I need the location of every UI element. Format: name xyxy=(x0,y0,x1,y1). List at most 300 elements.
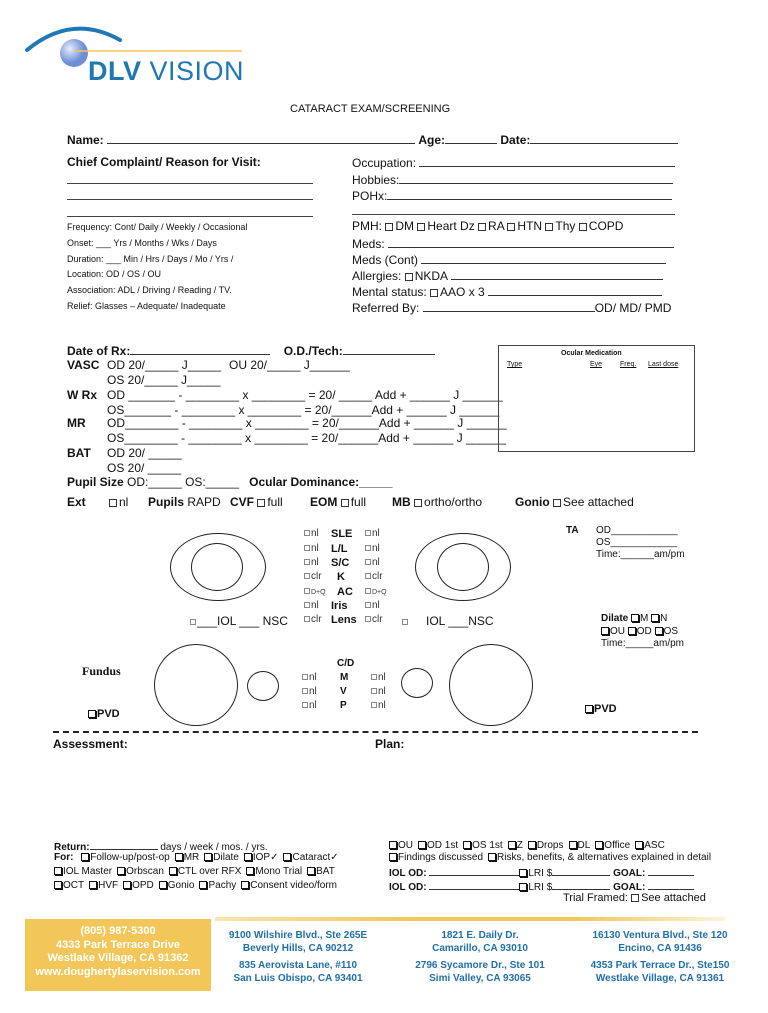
checkbox[interactable] xyxy=(204,853,212,861)
meds-cont-field[interactable] xyxy=(421,252,666,264)
checkbox[interactable] xyxy=(302,688,308,694)
checkbox[interactable] xyxy=(304,530,310,536)
footer-website[interactable]: www.doughertylaservision.com xyxy=(35,965,201,978)
pohx-field[interactable] xyxy=(387,188,672,200)
option-label: DL xyxy=(577,840,591,851)
mr-os-row[interactable]: OS________ - ________ x ________ = 20/______Add + ______ J ______ xyxy=(107,431,507,445)
name-field[interactable] xyxy=(107,132,415,144)
pmh-htn[interactable]: HTN xyxy=(507,219,542,233)
allergies-field[interactable] xyxy=(451,268,663,280)
sle-left-option xyxy=(304,614,322,625)
gonio-checkbox[interactable] xyxy=(553,499,561,507)
option-label: nl xyxy=(372,528,380,539)
checkbox-option[interactable] xyxy=(199,880,236,891)
dilate-row-1: Dilate M N xyxy=(601,613,668,624)
lri-field[interactable] xyxy=(552,880,610,890)
checkbox[interactable] xyxy=(175,853,183,861)
checkbox[interactable] xyxy=(463,841,471,849)
ta-od[interactable]: OD____________ xyxy=(596,525,678,536)
aao-label: AAO x 3 xyxy=(440,285,485,299)
option-label: BAT xyxy=(316,866,335,877)
option-label: Drops xyxy=(536,840,564,851)
location-san-luis-obispo: 835 Aerovista Lane, #110 San Luis Obispo, CA 93401 xyxy=(233,960,363,984)
pmh-label: PMH: xyxy=(352,219,382,233)
option-label: nl xyxy=(309,700,317,711)
option-label: IOP✓ xyxy=(252,852,279,863)
checkbox[interactable] xyxy=(507,223,515,231)
checkbox[interactable] xyxy=(81,853,89,861)
checkbox[interactable] xyxy=(241,881,249,889)
iol-od-label: IOL OD: xyxy=(389,882,427,893)
checkbox[interactable] xyxy=(545,223,553,231)
eom-checkbox[interactable] xyxy=(341,499,349,507)
option-label: OCT xyxy=(63,880,85,891)
ext-label: Ext xyxy=(67,495,86,509)
goal-field[interactable] xyxy=(648,866,694,876)
return-units: days / week / mos. / yrs. xyxy=(160,842,268,853)
nkda-checkbox[interactable] xyxy=(405,273,413,281)
sle-right-option xyxy=(365,614,383,625)
checkbox[interactable] xyxy=(488,853,496,861)
checkbox[interactable] xyxy=(365,573,371,579)
dilate-n-checkbox[interactable] xyxy=(651,614,659,622)
pupil-size-label: Pupil Size xyxy=(67,475,124,489)
checkbox[interactable] xyxy=(304,545,310,551)
option-label: nl xyxy=(378,672,386,683)
checkbox[interactable] xyxy=(89,881,97,889)
location-camarillo: 1821 E. Daily Dr. Camarillo, CA 93010 xyxy=(432,930,528,954)
frequency-text: Frequency: Cont/ Daily / Weekly / Occasional xyxy=(67,222,248,232)
assessment-area[interactable] xyxy=(53,752,363,832)
goal-label: GOAL: xyxy=(613,882,646,893)
right-fundus-diagram[interactable] xyxy=(449,644,533,726)
referred-by-suffix: OD/ MD/ PMD xyxy=(594,301,672,315)
footer-phone[interactable]: (805) 987-5300 xyxy=(80,925,156,937)
checkbox-option[interactable] xyxy=(89,880,118,891)
chief-complaint-label: Chief Complaint/ Reason for Visit: xyxy=(67,155,261,169)
pmh-row xyxy=(352,219,623,233)
option-label: D+Q xyxy=(311,589,326,596)
option-label: Risks, benefits, & alternatives explained in detail xyxy=(497,852,712,863)
trial-framed: Trial Framed: See attached xyxy=(563,892,706,904)
plan-area[interactable] xyxy=(375,752,695,832)
checkbox-option[interactable] xyxy=(389,852,483,863)
sle-right-option xyxy=(365,571,383,582)
wrx-os-row[interactable]: OS_______ - ________ x ________ = 20/______Add + ______ J ______ xyxy=(107,403,500,417)
vasc-os[interactable]: OS 20/_____ J_____ xyxy=(107,373,221,387)
association-text: Association: ADL / Driving / Reading / TV. xyxy=(67,285,232,295)
sle-left-option xyxy=(304,557,319,568)
cvf-label: CVF xyxy=(230,495,254,509)
checkbox-option[interactable] xyxy=(283,852,338,863)
mb-label: MB xyxy=(392,495,411,509)
age-field[interactable] xyxy=(445,132,497,144)
ocular-medication-title: Ocular Medication xyxy=(561,350,622,357)
sle-left-option xyxy=(304,543,319,554)
option-label: clr xyxy=(372,571,383,582)
pmh-heart[interactable]: Heart Dz xyxy=(417,219,474,233)
checkbox[interactable] xyxy=(123,881,131,889)
dilate-od-checkbox[interactable] xyxy=(628,627,636,635)
meds-label: Meds: xyxy=(352,237,385,251)
duration-text: Duration: ___ Min / Hrs / Days / Mo / Yrs / xyxy=(67,254,234,264)
mental-status-label: Mental status: xyxy=(352,285,427,299)
option-label: clr xyxy=(311,571,322,582)
wrx-label: W Rx xyxy=(67,388,97,402)
option-label: OU xyxy=(398,840,413,851)
pmh-copd[interactable]: COPD xyxy=(579,219,624,233)
option-label: OS 1st xyxy=(472,840,503,851)
dilate-ou-checkbox[interactable] xyxy=(601,627,609,635)
iol-left-checkbox[interactable] xyxy=(190,619,196,625)
dilate-label: Dilate xyxy=(601,613,629,624)
iol-od-field[interactable] xyxy=(429,866,519,876)
od-tech-label: O.D./Tech: xyxy=(283,344,343,358)
trial-framed-checkbox[interactable] xyxy=(631,894,639,902)
plan-options-row-1 xyxy=(389,840,665,851)
bat-od[interactable]: OD 20/ _____ xyxy=(107,446,182,460)
ta-time[interactable]: Time:______am/pm xyxy=(596,549,685,560)
occupation-label: Occupation: xyxy=(352,156,417,170)
chief-complaint-line-2[interactable] xyxy=(67,199,313,200)
lri-checkbox[interactable] xyxy=(519,869,527,877)
left-eye-inner-diagram[interactable] xyxy=(191,543,243,591)
pohx-label: POHx: xyxy=(352,189,388,203)
checkbox-option[interactable] xyxy=(244,852,279,863)
iol-right-checkbox[interactable] xyxy=(402,619,408,625)
checkbox[interactable] xyxy=(304,573,310,579)
checkbox[interactable] xyxy=(304,559,310,565)
checkbox[interactable] xyxy=(365,530,371,536)
ocular-medication-box[interactable] xyxy=(498,345,695,452)
footer-gold-line xyxy=(215,917,725,921)
checkbox[interactable] xyxy=(169,867,177,875)
checkbox[interactable] xyxy=(304,588,310,594)
right-eye-inner-diagram[interactable] xyxy=(437,543,489,591)
med-col-type: Type xyxy=(507,361,523,368)
checkbox-option[interactable] xyxy=(81,852,169,863)
mr-od-row[interactable]: OD________ - ________ x ________ = 20/______Add + ______ J ______ xyxy=(107,416,507,430)
logo xyxy=(22,18,252,88)
ext-checkbox[interactable] xyxy=(109,499,117,507)
od-tech-field[interactable] xyxy=(343,343,435,355)
sle-left-option xyxy=(304,588,326,596)
sle-row-label: SLE xyxy=(331,528,353,540)
checkbox[interactable] xyxy=(579,223,587,231)
vasc-od[interactable]: OD 20/_____ J_____ xyxy=(107,358,222,372)
option-label: nl xyxy=(311,543,319,554)
checkbox-option[interactable] xyxy=(418,840,458,851)
location-simi-valley: 2796 Sycamore Dr., Ste 101 Simi Valley, CA 93065 xyxy=(415,960,545,984)
dilate-row-2: OU OD OS xyxy=(601,626,678,637)
for-row-2 xyxy=(54,866,335,877)
option-label: ASC xyxy=(644,840,665,851)
pvd-right-checkbox[interactable] xyxy=(585,705,593,713)
dilate-m-checkbox[interactable] xyxy=(631,614,639,622)
fundus-left-option xyxy=(302,686,317,697)
footer-address-2: Westlake Village, CA 91362 xyxy=(47,952,189,964)
allergies-label: Allergies: xyxy=(352,269,402,283)
for-label: For: xyxy=(54,852,74,863)
page-title: CATARACT EXAM/SCREENING xyxy=(290,103,451,115)
option-label: nl xyxy=(309,686,317,697)
checkbox-option[interactable] xyxy=(463,840,503,851)
logo-text: VISION xyxy=(149,56,245,86)
referred-by-label: Referred By: xyxy=(352,301,420,315)
sle-right-option xyxy=(365,600,380,611)
option-label: OD 1st xyxy=(427,840,459,851)
date-label: Date: xyxy=(500,133,531,147)
option-label: Orbscan xyxy=(126,866,164,877)
meds-cont-label: Meds (Cont) xyxy=(352,253,419,267)
checkbox[interactable] xyxy=(365,545,371,551)
checkbox-option[interactable] xyxy=(54,880,84,891)
location-beverly-hills: 9100 Wilshire Blvd., Ste 265E Beverly Hills, CA 90212 xyxy=(228,930,368,954)
checkbox-option[interactable] xyxy=(595,840,630,851)
lri-checkbox[interactable] xyxy=(519,883,527,891)
checkbox[interactable] xyxy=(283,853,291,861)
checkbox-option[interactable] xyxy=(246,866,302,877)
age-label: Age: xyxy=(418,133,446,147)
option-label: D+Q xyxy=(372,589,387,596)
checkbox[interactable] xyxy=(304,616,310,622)
checkbox[interactable] xyxy=(365,559,371,565)
option-label: nl xyxy=(309,672,317,683)
checkbox[interactable] xyxy=(365,588,371,594)
referred-by-field[interactable] xyxy=(423,300,595,312)
med-col-eye: Eye xyxy=(590,361,603,368)
sle-row-label: Iris xyxy=(331,600,348,612)
option-label: nl xyxy=(372,557,380,568)
checkbox-option[interactable] xyxy=(123,880,154,891)
mental-status-field[interactable] xyxy=(488,284,662,296)
pvd-left-checkbox[interactable] xyxy=(88,710,96,718)
iol-od-row-1: IOL OD: LRI $ GOAL: xyxy=(389,866,694,879)
checkbox-option[interactable] xyxy=(635,840,665,851)
fundus-left-option xyxy=(302,672,317,683)
checkbox[interactable] xyxy=(304,602,310,608)
checkbox[interactable] xyxy=(528,841,536,849)
option-label: Cataract✓ xyxy=(292,852,339,863)
checkbox-option[interactable] xyxy=(159,880,195,891)
mr-label: MR xyxy=(67,416,86,430)
checkbox[interactable] xyxy=(389,853,397,861)
pmh-thy[interactable]: Thy xyxy=(545,219,575,233)
checkbox-option[interactable] xyxy=(508,840,523,851)
option-label: Pachy xyxy=(208,880,237,891)
iol-od-label: IOL OD: xyxy=(389,868,427,879)
fundus-right-option xyxy=(371,700,386,711)
wrx-od-row[interactable]: OD _______ - ________ x ________ = 20/ _____ Add + ______ J ______ xyxy=(107,388,503,402)
option-label: MR xyxy=(183,852,200,863)
mb-checkbox[interactable] xyxy=(414,499,422,507)
meds-field[interactable] xyxy=(388,236,674,248)
return-field[interactable] xyxy=(90,840,158,850)
checkbox[interactable] xyxy=(371,688,377,694)
sle-left-option xyxy=(304,571,322,582)
checkbox-option[interactable] xyxy=(528,840,564,851)
goal-field[interactable] xyxy=(648,880,694,890)
pvd-left: PVD xyxy=(88,708,120,720)
pvd-right: PVD xyxy=(585,703,617,715)
option-label: CTL over RFX xyxy=(177,866,242,877)
checkbox-option[interactable] xyxy=(389,840,413,851)
location-text: Location: OD / OS / OU xyxy=(67,269,162,279)
fundus-row-label: V xyxy=(340,686,347,697)
ocular-dominance[interactable]: Ocular Dominance:_____ xyxy=(249,475,393,489)
checkbox[interactable] xyxy=(418,841,426,849)
nkda-label: NKDA xyxy=(414,269,448,283)
checkbox-option[interactable] xyxy=(117,866,164,877)
checkbox[interactable] xyxy=(365,616,371,622)
ta-os[interactable]: OS____________ xyxy=(596,537,678,548)
sle-right-option xyxy=(365,543,380,554)
logo-text-bold: DLV xyxy=(88,56,142,86)
option-label: nl xyxy=(372,600,380,611)
hobbies-label: Hobbies: xyxy=(352,173,400,187)
vasc-label: VASC xyxy=(67,358,100,372)
pmh-ra[interactable]: RA xyxy=(478,219,504,233)
footer-address-1: 4333 Park Terrace Drive xyxy=(56,938,180,951)
sle-row-label: S/C xyxy=(331,557,350,569)
iol-right: IOL ___NSC xyxy=(402,614,494,628)
pupil-size-fields[interactable]: OD:_____ OS:_____ xyxy=(127,475,240,489)
sle-right-option xyxy=(365,557,380,568)
checkbox[interactable] xyxy=(417,223,425,231)
sle-row-label: L/L xyxy=(331,543,348,555)
checkbox[interactable] xyxy=(199,881,207,889)
for-row-1 xyxy=(54,852,339,863)
checkbox-option[interactable] xyxy=(169,866,242,877)
occupation-field[interactable] xyxy=(419,155,675,167)
relief-text: Relief: Glasses – Adequate/ Inadequate xyxy=(67,301,226,311)
option-label: Gonio xyxy=(167,880,195,891)
checkbox[interactable] xyxy=(302,674,308,680)
dilate-os-checkbox[interactable] xyxy=(655,627,663,635)
option-label: clr xyxy=(311,614,322,625)
option-label: nl xyxy=(372,543,380,554)
option-label: Consent video/form xyxy=(250,880,337,891)
sle-right-option xyxy=(365,528,380,539)
cvf-checkbox[interactable] xyxy=(257,499,265,507)
checkbox[interactable] xyxy=(159,881,167,889)
checkbox[interactable] xyxy=(595,841,603,849)
section-divider xyxy=(53,731,698,733)
plan-label: Plan: xyxy=(375,737,405,751)
chief-complaint-line-1[interactable] xyxy=(67,183,313,184)
checkbox[interactable] xyxy=(54,867,62,875)
dilate-time[interactable]: Time:_____am/pm xyxy=(601,638,684,649)
checkbox[interactable] xyxy=(389,841,397,849)
assessment-label: Assessment: xyxy=(53,737,128,751)
option-label: nl xyxy=(311,557,319,568)
checkbox-option[interactable] xyxy=(307,866,335,877)
option-label: HVF xyxy=(98,880,119,891)
checkbox[interactable] xyxy=(246,867,254,875)
checkbox-option[interactable] xyxy=(175,852,200,863)
option-label: Dilate xyxy=(213,852,239,863)
checkbox[interactable] xyxy=(117,867,125,875)
option-label: Follow-up/post-op xyxy=(90,852,170,863)
checkbox[interactable] xyxy=(302,702,308,708)
pupils-rapd[interactable]: RAPD xyxy=(187,495,221,509)
lri-field[interactable] xyxy=(552,866,610,876)
option-label: nl xyxy=(378,686,386,697)
iol-od-row-2: IOL OD: LRI $ GOAL: xyxy=(389,880,694,893)
fundus-label: Fundus xyxy=(82,664,121,678)
pohx-line-2[interactable] xyxy=(352,214,675,215)
checkbox[interactable] xyxy=(478,223,486,231)
location-westlake-village: 4353 Park Terrace Dr., Ste150 Westlake Village, CA 91361 xyxy=(590,960,730,984)
checkbox[interactable] xyxy=(244,853,252,861)
checkbox[interactable] xyxy=(307,867,315,875)
checkbox-option[interactable] xyxy=(204,852,239,863)
sle-row-label: Lens xyxy=(331,614,357,626)
option-label: Mono Trial xyxy=(255,866,303,877)
pmh-dm[interactable]: DM xyxy=(385,219,414,233)
cd-label: C/D xyxy=(337,658,355,669)
fundus-right-option xyxy=(371,686,386,697)
fundus-right-option xyxy=(371,672,386,683)
option-label: Findings discussed xyxy=(398,852,484,863)
checkbox[interactable] xyxy=(635,841,643,849)
location-encino: 16130 Ventura Blvd., Ste 120 Encino, CA 91436 xyxy=(592,930,728,954)
checkbox-option[interactable] xyxy=(488,852,711,863)
hobbies-field[interactable] xyxy=(399,172,673,184)
chief-complaint-line-3[interactable] xyxy=(67,216,313,217)
vasc-ou[interactable]: OU 20/_____ J______ xyxy=(229,358,350,372)
option-label: Office xyxy=(604,840,631,851)
footer-main-contact xyxy=(25,919,211,991)
bat-os[interactable]: OS 20/ _____ xyxy=(107,461,182,475)
checkbox[interactable] xyxy=(385,223,393,231)
sle-right-option xyxy=(365,588,387,596)
for-row-3 xyxy=(54,880,337,891)
fundus-row-label: M xyxy=(340,672,349,683)
checkbox[interactable] xyxy=(54,881,62,889)
checkbox-option[interactable] xyxy=(569,840,591,851)
eom-label: EOM xyxy=(310,495,338,509)
aao-checkbox[interactable] xyxy=(430,289,438,297)
date-field[interactable] xyxy=(530,132,678,144)
iol-od-field[interactable] xyxy=(429,880,519,890)
option-label: Z xyxy=(516,840,523,851)
option-label: nl xyxy=(311,528,319,539)
date-of-rx-field[interactable] xyxy=(130,343,270,355)
return-label: Return: xyxy=(54,842,90,853)
left-disc-diagram[interactable] xyxy=(247,671,279,701)
checkbox-option[interactable] xyxy=(54,866,112,877)
checkbox[interactable] xyxy=(508,841,516,849)
option-label: nl xyxy=(378,700,386,711)
checkbox[interactable] xyxy=(569,841,577,849)
name-label: Name: xyxy=(67,133,104,147)
plan-options-row-2 xyxy=(389,852,711,863)
gonio-label: Gonio xyxy=(515,495,550,509)
option-label: nl xyxy=(311,600,319,611)
goal-label: GOAL: xyxy=(613,868,646,879)
left-fundus-diagram[interactable] xyxy=(154,644,238,726)
checkbox[interactable] xyxy=(365,602,371,608)
right-disc-diagram[interactable] xyxy=(401,668,433,698)
option-label: OPD xyxy=(132,880,154,891)
pupils-label: Pupils xyxy=(148,495,185,509)
bat-label: BAT xyxy=(67,446,91,460)
checkbox[interactable] xyxy=(371,702,377,708)
checkbox-option[interactable] xyxy=(241,880,337,891)
med-col-last-dose: Last dose xyxy=(648,361,679,368)
checkbox[interactable] xyxy=(371,674,377,680)
